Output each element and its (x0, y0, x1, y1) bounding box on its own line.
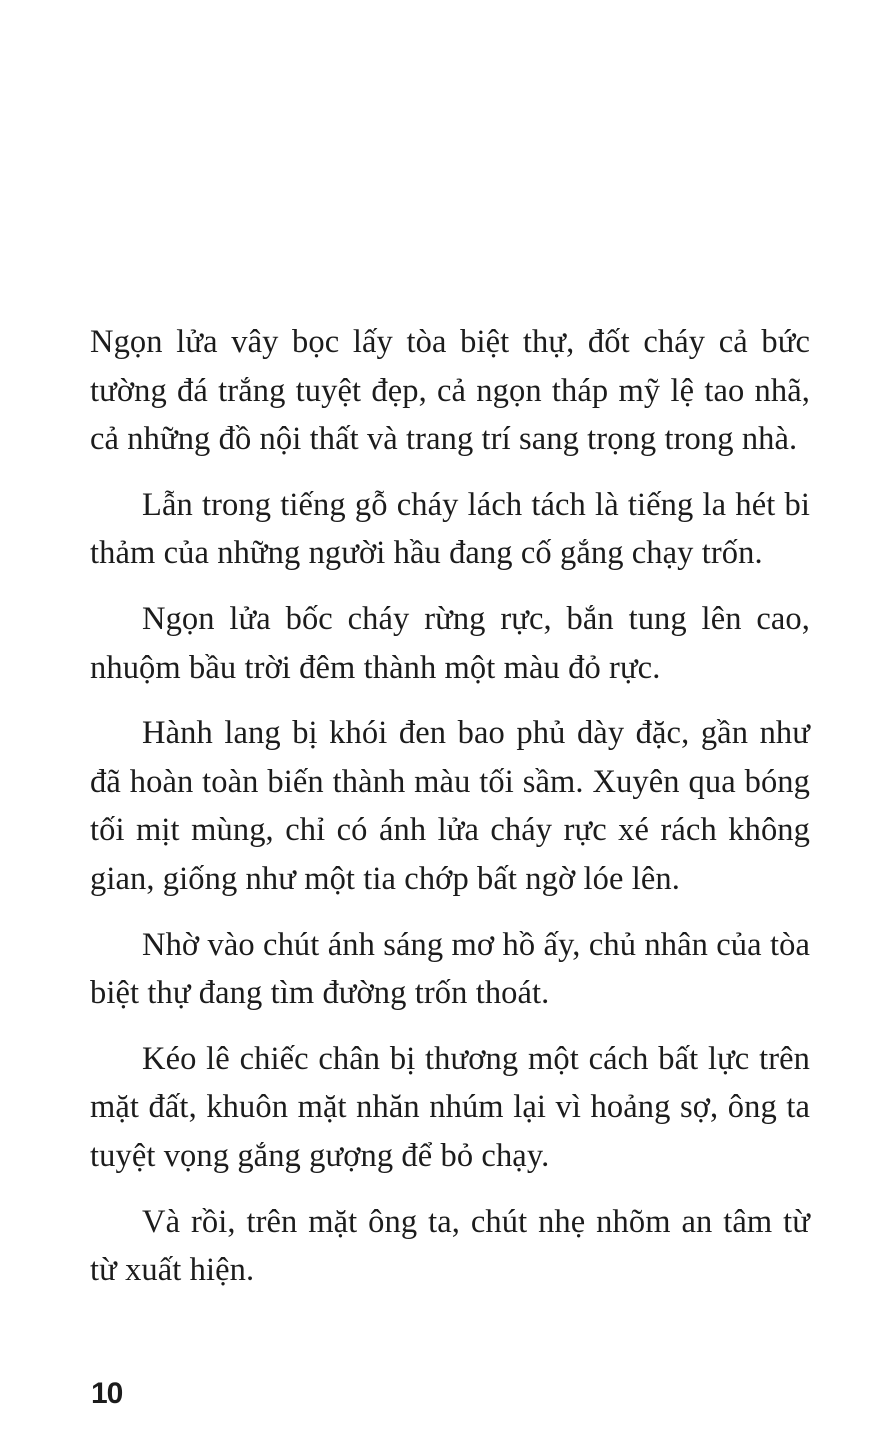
paragraph-2: Lẫn trong tiếng gỗ cháy lách tách là tiếng la hét bi thảm của những người hầu đang cố gắng chạy trốn. (90, 486, 810, 572)
paragraph-1: Ngọn lửa vây bọc lấy tòa biệt thự, đốt cháy cả bức tường đá trắng tuyệt đẹp, cả ngọn tháp mỹ lệ tao nhã, cả những đồ nội thất và trang trí sang trọng trong nhà. (90, 324, 810, 458)
paragraph-7: Và rồi, trên mặt ông ta, chút nhẹ nhõm an tâm từ từ xuất hiện. (90, 1203, 810, 1289)
paragraph-6: Kéo lê chiếc chân bị thương một cách bất lực trên mặt đất, khuôn mặt nhăn nhúm lại vì hoảng sợ, ông ta tuyệt vọng gắng gượng để bỏ chạy. (90, 1040, 810, 1174)
body-text (90, 318, 810, 1312)
page-number: 10 (91, 1377, 123, 1410)
paragraph-5: Nhờ vào chút ánh sáng mơ hồ ấy, chủ nhân của tòa biệt thự đang tìm đường trốn thoát. (90, 926, 810, 1012)
paragraph-3: Ngọn lửa bốc cháy rừng rực, bắn tung lên cao, nhuộm bầu trời đêm thành một màu đỏ rực. (90, 600, 810, 686)
paragraph-4: Hành lang bị khói đen bao phủ dày đặc, gần như đã hoàn toàn biến thành màu tối sầm. Xuyên qua bóng tối mịt mùng, chỉ có ánh lửa cháy rực xé rách không gian, giống như một tia chớp bất ngờ lóe lên. (90, 715, 810, 897)
